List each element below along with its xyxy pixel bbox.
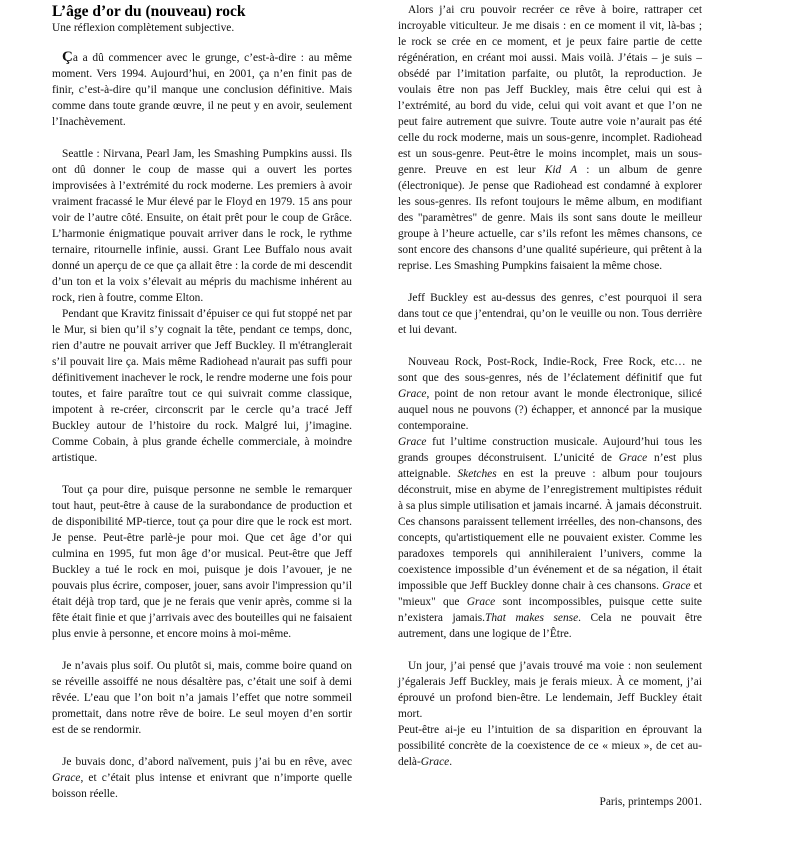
paragraph-text: a a dû commencer avec le grunge, c’est-à-dire : au même moment. Vers 1994. Aujourd’hui, en 2001, ça n’en finit pas de finir, c’est-à-dire qu’il manque une conclusion définitive. Mais comme dans toute grande œuvre, il ne peut y en avoir, seulement l’Inachèvement. (52, 52, 352, 128)
text-span: . Cela ne pouvait être autrement, dans une logique de l’Être. (398, 612, 702, 640)
album-title-grace: Grace (420, 756, 450, 768)
paragraph-sous-genres (398, 354, 702, 434)
album-title-grace: Grace (662, 580, 691, 592)
text-span: fut l’ultime construction musicale. Aujourd’hui tous les grands groupes déconstruisent. L’unicité de (398, 436, 702, 464)
paragraph-recreer (398, 2, 702, 274)
paragraph-seattle: Seattle : Nirvana, Pearl Jam, les Smashing Pumpkins aussi. Ils ont dû donner le coup de masse qui a ouvert les portes improvisées à l’extrémité du rock moderne. Les premiers à avoir vraiment fracassé le Mur élevé par le Floyd en 1979. 15 ans pour voir de l’autre côté. Ensuite, on était prêt pour le coup de Grâce. L’harmonie énigmatique pouvait arriver dans le rock, le rythme ternaire, ritournelle infinie, aussi. Grant Lee Buffalo nous avait donné un aperçu de ce que ça allait être : la corde de mi descendit d’un ton et la voix s’élevait au mépris du machisme inhérent au rock, rien à foutre, comme Elton. (52, 148, 352, 304)
paragraph-kravitz: Pendant que Kravitz finissait d’épuiser ce qui fut stoppé net par le Mur, si bien qu’il s’y cognait la tête, pendant ce temps, donc, rien d’autre ne pouvait arriver que Jeff Buckley. Il m'étranglerait s’il pouvait lire ça. Mais même Radiohead n'aurait pas suffi pour définitivement inachever le rock, le rendre moderne une fois pour toutes, et faire paraître tout ce qui suivrait comme classique, impotent à re-créer, circonscrit par le cercle qu’a tracé Jeff Buckley autour de l’histoire du rock. Malgré lui, j’imagine. Comme Cobain, à plus grande échelle commerciale, à moindre artistique. (52, 308, 352, 464)
text-span: en est la preuve : album pour toujours déconstruit, mise en abyme de l’enregistrement multipistes réduit à sa plus simple utilisation et jamais incarné. À jamais déconstruit. Ces chansons paraissent tellement irréelles, des non-chansons, des concepts, qu'artistiquement elle ne pouvaient exister. Comme les paradoxes temporels qui annihileraient l’univers, comme la coexistence impossible d’un événement et de sa négation, il était impossible que Jeff Buckley donne chair à ces chansons. (398, 468, 703, 592)
album-title-grace: Grace (466, 596, 496, 608)
paragraph-intuition (398, 722, 702, 770)
paragraph-buvais (52, 754, 352, 802)
text-span: Je buvais donc, d’abord naïvement, puis j’ai bu en rêve, avec (62, 756, 352, 768)
text-span: et "mieux" que (398, 580, 702, 608)
text-span: , et c’était plus intense et enivrant que n’importe quelle boisson réelle. (52, 772, 352, 800)
drop-cap: Ç (62, 49, 73, 65)
paragraph-au-dessus-des-genres: Jeff Buckley est au-dessus des genres, c’est pourquoi il sera dans tout ce que j’entendrai, qu’on le veuille ou non. Tous derrière et lui devant. (398, 292, 702, 336)
paragraph-ultime-construction (398, 434, 702, 642)
right-column (398, 2, 702, 810)
signature-place-date: Paris, printemps 2001. (599, 796, 702, 808)
album-title-kid-a: Kid A (544, 164, 578, 176)
quote-that-makes-sense: That makes sense (485, 612, 579, 624)
paragraph-rock-est-mort: Tout ça pour dire, puisque personne ne semble le remarquer tout haut, peut-être à cause de la surabondance de production et de disponibilité MP-tierce, tout ça pour dire que le rock est mort. Je pense. Peut-être parlè-je pour moi. Que cet âge d’or qui culmina en 1995, fut mon âge d’or musical. Peut-être que Jeff Buckley a tué le rock en moi, puisque je dois l’avouer, je ne pouvais plus écrire, composer, jouer, sans avoir l'impression qu’il était déjà trop tard, que je ne ferais que venir après, comme si la fête était finie et que j’arrivais avec des bouteilles qui ne faisaient plus envie à personne, et encore moins à moi-même. (52, 484, 352, 640)
text-span: Nouveau Rock, Post-Rock, Indie-Rock, Free Rock, etc… ne sont que des sous-genres, nés de l’éclatement définitif que fut (398, 356, 702, 384)
album-title-grace: Grace (618, 452, 648, 464)
article-subtitle: Une réflexion complètement subjective. (52, 22, 235, 34)
text-span: : un album de genre (électronique). Je pense que Radiohead est condamné à explorer les sous-genres. Ils refont toujours le même album, en modifiant des "paramètres" de genre. Mais ils sont sans doute le meilleur groupe à l’heure actuelle, car s’ils refont les mêmes chansons, ce sont encore des chansons d’une qualité supérieure, qui prêtent à la reprise. Les Smashing Pumpkins faisaient la même chose. (398, 164, 703, 272)
text-span: . (449, 756, 453, 768)
text-span: Alors j’ai cru pouvoir recréer ce rêve à boire, rattraper cet incroyable viticulteur. Je me disais : en ce moment il vit, là-bas ; le rock se crée en ce moment, et je peux faire partie de cette régénération, en créant moi aussi. Mais voilà. J’étais – je suis – obsédé par l’imitation parfaite, ou plutôt, la reproduction. Je voulais être non pas Jeff Buckley, mais être celui qui est à l’extrémité, au bord du vide, celui qui voit avant et que l’on ne peut faire autrement que suivre. Toute autre voie n’aurait pas été celle du rock moderne, mais un sous-genre, incomplet. Radiohead est un sous-genre. Peut-être le moins incomplet, mais un sous-genre. Preuve en est leur (398, 4, 702, 176)
album-title-grace: Grace (52, 772, 81, 784)
paragraph-intro (52, 49, 352, 130)
paragraph-soif: Je n’avais plus soif. Ou plutôt si, mais, comme boire quand on se réveille assoiffé ne nous désaltère pas, c’était une soif à demi rêvée. L’eau que l’on boit n’a jamais l’effet que notre sommeil promettait, dans notre rêve de boire. Le seul moyen d’en sortir est de se rendormir. (52, 660, 352, 736)
text-span: n’est plus atteignable. (398, 452, 703, 480)
text-span: Peut-être ai-je eu l’intuition de sa disparition en éprouvant la possibilité concrète de la coexistence de ce « mieux », de cet au-delà- (398, 724, 702, 768)
article-title: L’âge d’or du (nouveau) rock (52, 3, 246, 20)
album-title-grace: Grace (398, 436, 427, 448)
album-title-sketches: Sketches (457, 468, 497, 480)
paragraph-un-jour: Un jour, j’ai pensé que j’avais trouvé ma voie : non seulement j’égalerais Jeff Buckley, mais je ferais mieux. À ce moment, j’ai éprouvé un profond bien-être. Le lendemain, Jeff Buckley était mort. (398, 660, 702, 720)
text-span: , point de non retour avant le monde électronique, silicé auquel nous ne pouvons (?) échapper, et annoncé par la musique contemporaine. (398, 388, 702, 432)
left-column (52, 2, 352, 802)
album-title-grace: Grace (398, 388, 427, 400)
text-span: sont incompossibles, puisque cette suite n’existera jamais. (398, 596, 702, 624)
